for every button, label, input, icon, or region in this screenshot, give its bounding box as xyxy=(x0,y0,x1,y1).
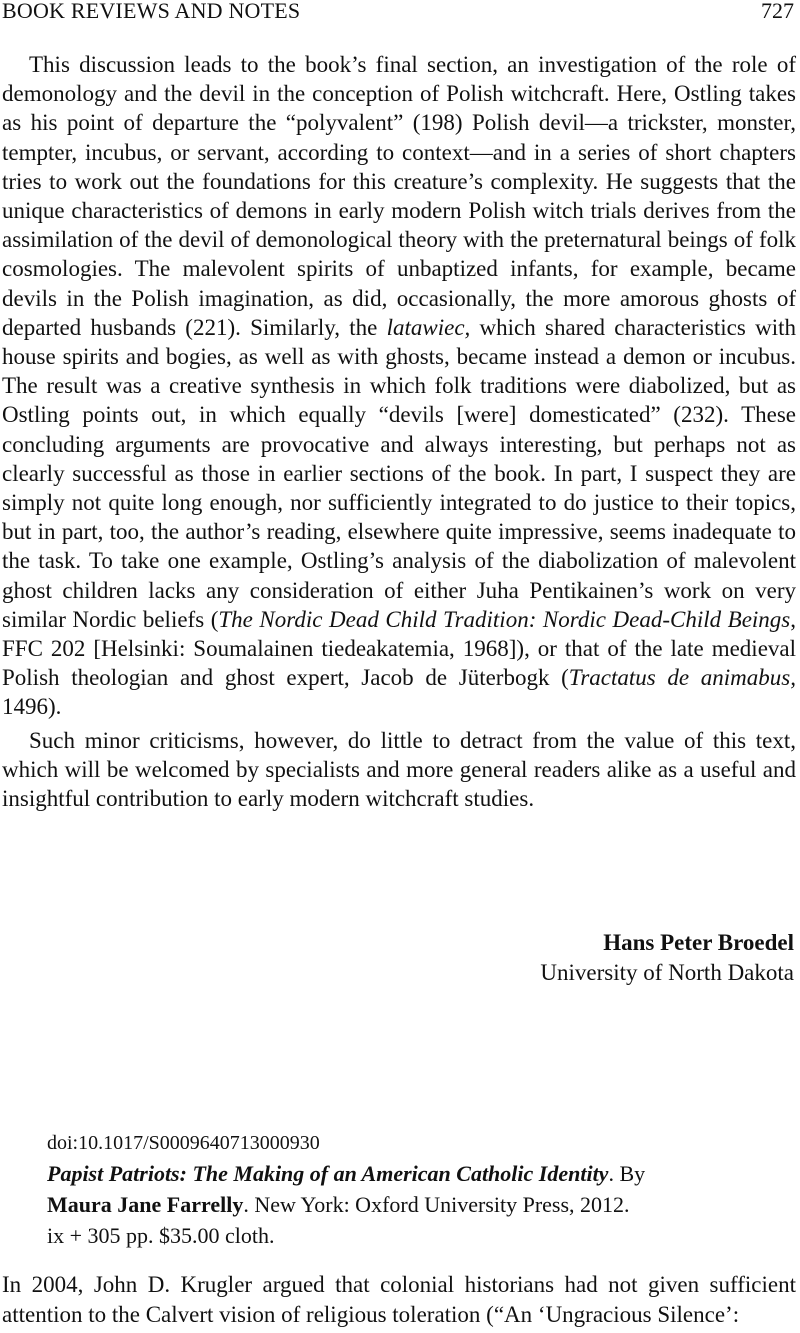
pages-price: ix + 305 pp. $35.00 cloth. xyxy=(47,1223,275,1248)
citation-line xyxy=(47,1158,780,1251)
book-title: Papist Patriots: The Making of an American Catholic Identity xyxy=(47,1161,609,1186)
reviewer-signature xyxy=(540,928,794,988)
reviewer-name: Hans Peter Broedel xyxy=(603,930,794,955)
running-header xyxy=(0,0,800,28)
italic-book-title: Tractatus de animabus, xyxy=(568,665,796,691)
doi-reference: doi:10.1017/S0009640713000930 xyxy=(47,1132,320,1154)
paragraph-text: 1496). xyxy=(2,694,62,720)
page-number: 727 xyxy=(761,0,794,23)
italic-term: latawiec, xyxy=(386,314,471,340)
paragraph-text: , FFC 202 [Helsinki: Soumalainen tiedeakatemia, 1968]), or that of the late medieval Polish theologian and ghost expert, Jacob de Jüterbogk ( xyxy=(2,606,796,691)
reviewer-affiliation: University of North Dakota xyxy=(540,960,794,985)
paragraph-text: which shared characteristics with house spirits and bogies, as well as with ghosts, became instead a demon or incubus. The result was a creative synthesis in which folk traditions were diabolized, but as Ostling points out, in which equally “devils [were] domesticated” (232). These concluding arguments are provocative and always interesting, but perhaps not as clearly successful as those in earlier sections of the book. In part, I suspect they are simply not quite long enough, nor sufficiently integrated to do justice to their topics, but in part, too, the author’s reading, elsewhere quite impressive, seems inadequate to the task. To take one example, Ostling’s analysis of the diabolization of malevolent ghost children lacks any consideration of either Juha Pentikainen’s work on very similar Nordic beliefs ( xyxy=(2,314,796,632)
review-body xyxy=(2,50,796,813)
italic-book-title: The Nordic Dead Child Tradition: Nordic Dead-Child Beings xyxy=(218,606,791,632)
publication-info: . New York: Oxford University Press, 2012. xyxy=(243,1192,630,1217)
paragraph-text: This discussion leads to the book’s final section, an investigation of the role of demonology and the devil in the conception of Polish witchcraft. Here, Ostling takes as his point of departure the “polyvalent” (198) Polish devil—a trickster, monster, tempter, incubus, or servant, according to context—and in a series of short chapters tries to work out the foundations for this creature’s complexity. He suggests that the unique characteristics of demons in early modern Polish witch trials derives from the assimilation of the devil of demonological theory with the preternatural beings of folk cosmologies. The malevolent spirits of unbaptized infants, for example, became devils in the Polish imagination, as did, occasionally, the more amorous ghosts of departed husbands (221). Similarly, the xyxy=(2,52,796,340)
book-citation xyxy=(47,1128,780,1251)
citation-connector: . By xyxy=(608,1161,646,1186)
running-title: BOOK REVIEWS AND NOTES xyxy=(2,0,301,23)
review-paragraph-1 xyxy=(2,50,796,722)
next-review-body xyxy=(2,1270,796,1329)
next-review-opening: In 2004, John D. Krugler argued that colonial historians had not given sufficient attention to the Calvert vision of religious toleration (“An ‘Ungracious Silence’: xyxy=(2,1272,796,1327)
book-author: Maura Jane Farrelly xyxy=(47,1192,244,1217)
review-paragraph-2: Such minor criticisms, however, do little to detract from the value of this text, which will be welcomed by specialists and more general readers alike as a useful and insightful contribution to early modern witchcraft studies. xyxy=(2,727,796,812)
